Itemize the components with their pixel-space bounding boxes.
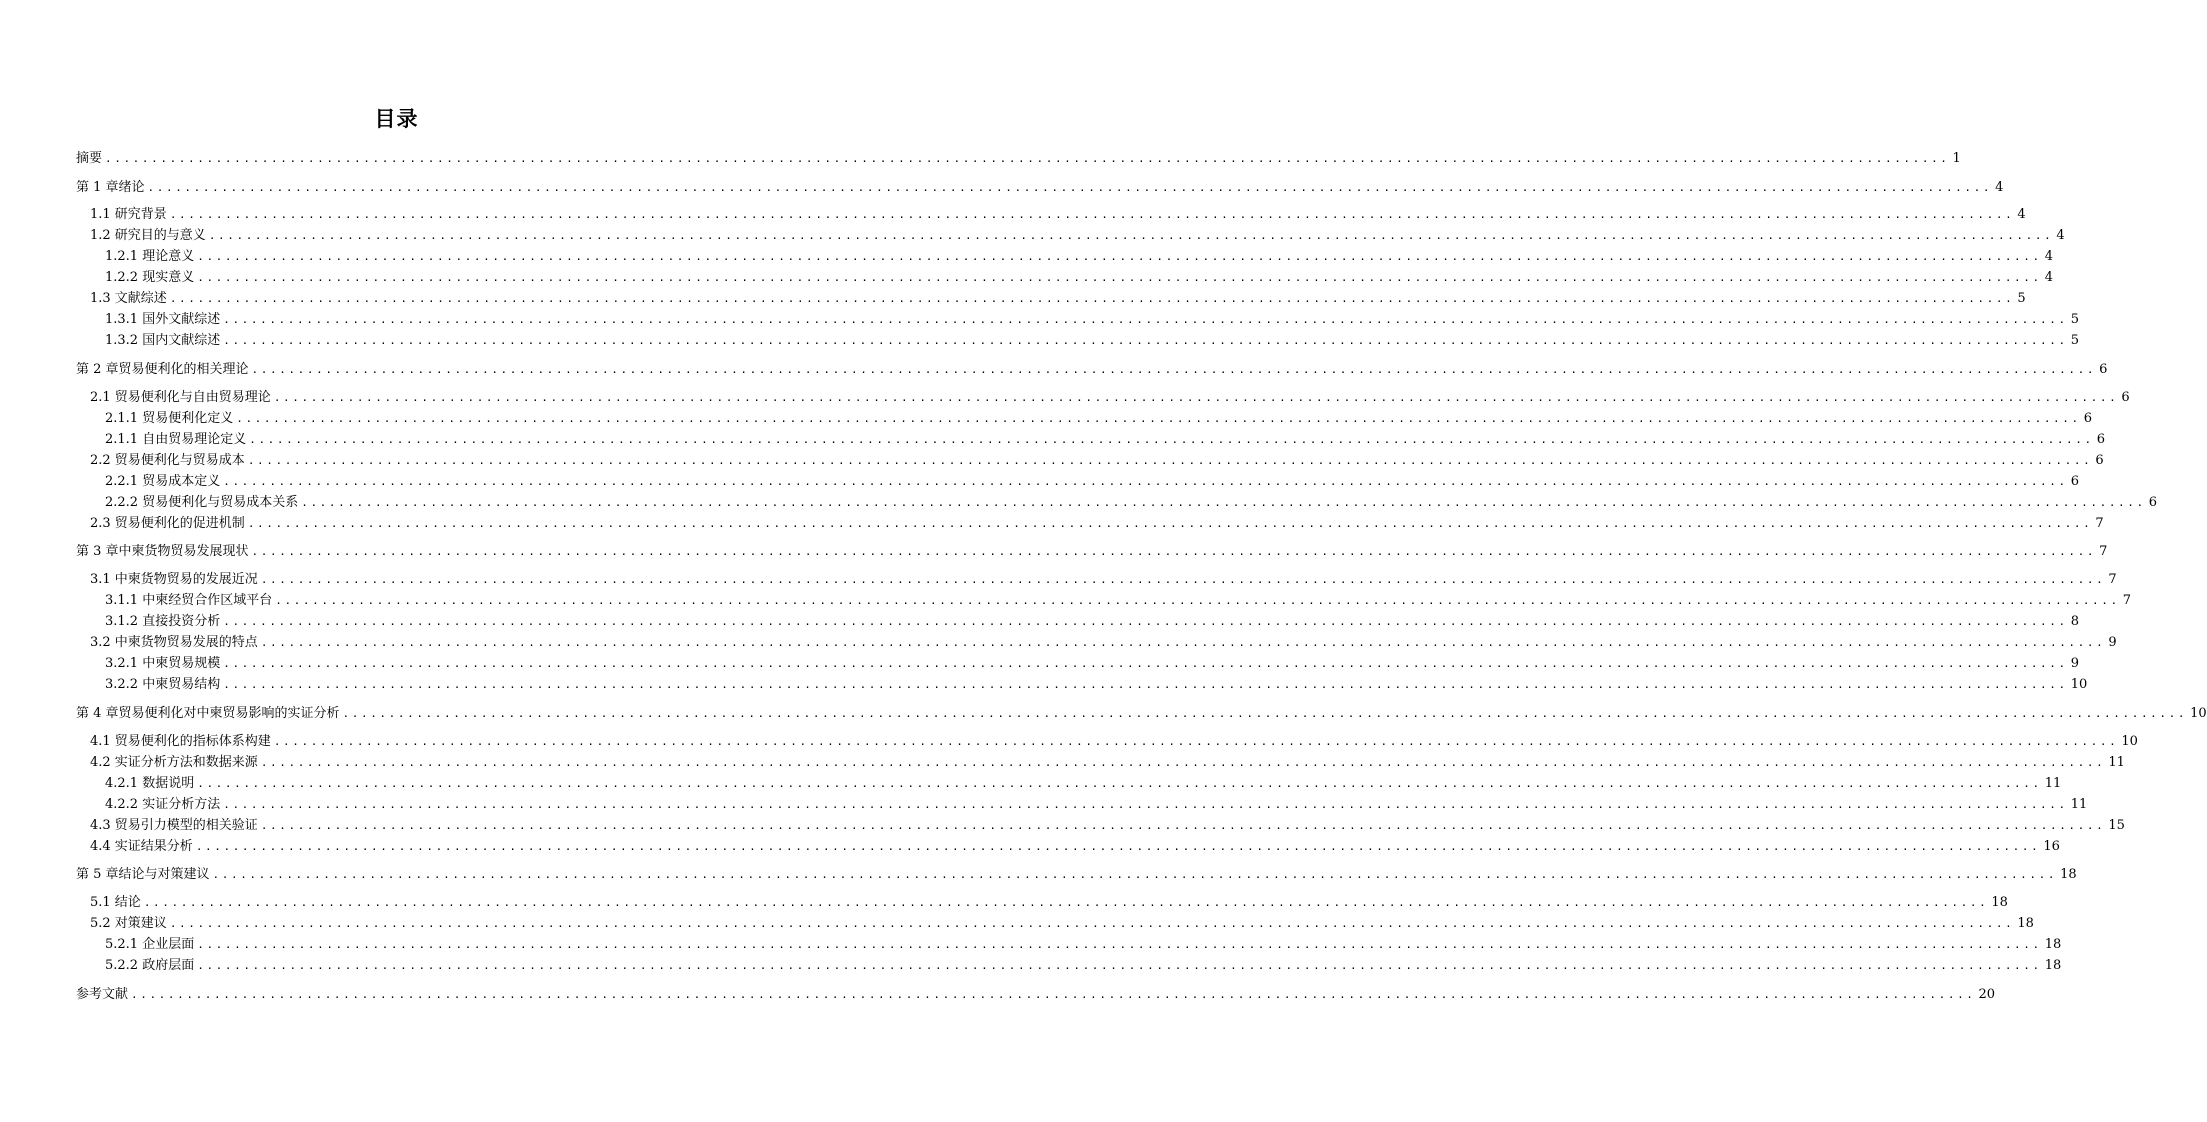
toc-entry-page-number: 15 bbox=[2108, 818, 2125, 833]
toc-entry-label: 2.2.1 贸易成本定义 bbox=[105, 474, 221, 489]
toc-entry-page-number: 7 bbox=[2099, 544, 2108, 559]
toc-leader-dots: ........................................................................................................................................................................................................ bbox=[197, 250, 2042, 263]
toc-entry[interactable] bbox=[76, 864, 2077, 882]
toc-entry[interactable] bbox=[105, 429, 2106, 447]
toc-leader-dots: ........................................................................................................................................................................................................ bbox=[169, 292, 2015, 305]
toc-entry[interactable] bbox=[105, 471, 2080, 489]
toc-entry-label: 5.2.2 政府层面 bbox=[105, 958, 195, 973]
toc-entry[interactable] bbox=[105, 246, 2054, 264]
toc-entry[interactable] bbox=[90, 288, 2026, 306]
toc-entry-label: 2.1.1 贸易便利化定义 bbox=[105, 411, 234, 426]
toc-entry-page-number: 18 bbox=[2060, 867, 2077, 882]
toc-entry-page-number: 7 bbox=[2108, 572, 2117, 587]
toc-entry-page-number: 11 bbox=[2070, 797, 2088, 812]
toc-leader-dots: ........................................................................................................................................................................................................ bbox=[273, 735, 2119, 748]
toc-entry[interactable] bbox=[90, 204, 2026, 222]
toc-entry[interactable] bbox=[90, 225, 2065, 243]
toc-leader-dots: ........................................................................................................................................................................................................ bbox=[197, 271, 2042, 284]
toc-entry-label: 3.2.2 中柬贸易结构 bbox=[105, 677, 221, 692]
toc-entry-label: 4.2.2 实证分析方法 bbox=[105, 797, 221, 812]
toc-entry-label: 1.1 研究背景 bbox=[90, 207, 167, 222]
page-title: 目录 bbox=[374, 107, 419, 131]
toc-leader-dots: ........................................................................................................................................................................................................ bbox=[223, 615, 2068, 628]
toc-entry-page-number: 4 bbox=[2044, 249, 2054, 264]
toc-entry-page-number: 7 bbox=[2095, 516, 2104, 531]
toc-entry-page-number: 10 bbox=[2190, 706, 2207, 721]
toc-entry-label: 第 4 章贸易便利化对中柬贸易影响的实证分析 bbox=[76, 706, 340, 721]
toc-entry-label: 3.1.2 直接投资分析 bbox=[105, 614, 221, 629]
toc-leader-dots: ........................................................................................................................................................................................................ bbox=[301, 496, 2146, 509]
toc-entry-label: 5.2.1 企业层面 bbox=[105, 937, 195, 952]
toc-entry-label: 2.1.1 自由贸易理论定义 bbox=[105, 432, 247, 447]
toc-entry-label: 第 2 章贸易便利化的相关理论 bbox=[76, 362, 249, 377]
toc-entry[interactable] bbox=[76, 984, 1996, 1002]
toc-leader-dots: ........................................................................................................................................................................................................ bbox=[273, 391, 2119, 404]
toc-entry-page-number: 6 bbox=[2099, 362, 2108, 377]
toc-entry-label: 参考文献 bbox=[76, 987, 129, 1002]
toc-entry[interactable] bbox=[90, 569, 2117, 587]
toc-leader-dots: ........................................................................................................................................................................................................ bbox=[275, 594, 2120, 607]
toc-entry[interactable] bbox=[90, 731, 2138, 749]
toc-leader-dots: ........................................................................................................................................................................................................ bbox=[260, 819, 2106, 832]
toc-entry-page-number: 6 bbox=[2083, 411, 2093, 426]
toc-leader-dots: ........................................................................................................................................................................................................ bbox=[169, 208, 2015, 221]
toc-entry[interactable] bbox=[90, 513, 2104, 531]
toc-leader-dots: ........................................................................................................................................................................................................ bbox=[223, 798, 2068, 811]
toc-entry-page-number: 10 bbox=[2121, 734, 2138, 749]
toc-entry[interactable] bbox=[90, 836, 2060, 854]
toc-entry-label: 第 1 章绪论 bbox=[76, 180, 145, 195]
toc-entry-page-number: 6 bbox=[2096, 432, 2106, 447]
toc-entry[interactable] bbox=[76, 359, 2108, 377]
toc-entry-label: 5.1 结论 bbox=[90, 895, 141, 910]
toc-leader-dots: ........................................................................................................................................................................................................ bbox=[223, 475, 2068, 488]
toc-leader-dots: ........................................................................................................................................................................................................ bbox=[223, 313, 2068, 326]
toc-entry[interactable] bbox=[105, 794, 2088, 812]
toc-leader-dots: ........................................................................................................................................................................................................ bbox=[260, 636, 2106, 649]
toc-entry[interactable] bbox=[105, 267, 2054, 285]
toc-leader-dots: ........................................................................................................................................................................................................ bbox=[143, 896, 1989, 909]
toc-entry-label: 1.3.2 国内文献综述 bbox=[105, 333, 221, 348]
toc-entry-page-number: 11 bbox=[2108, 755, 2125, 770]
toc-entry-label: 5.2 对策建议 bbox=[90, 916, 167, 931]
toc-leader-dots: ........................................................................................................................................................................................................ bbox=[223, 678, 2068, 691]
toc-leader-dots: ........................................................................................................................................................................................................ bbox=[195, 840, 2041, 853]
toc-entry-page-number: 5 bbox=[2070, 312, 2080, 327]
toc-entry-label: 1.3.1 国外文献综述 bbox=[105, 312, 221, 327]
toc-entry-page-number: 4 bbox=[2056, 228, 2065, 243]
toc-entry-page-number: 4 bbox=[1995, 180, 2004, 195]
toc-entry-page-number: 18 bbox=[2044, 937, 2062, 952]
toc-entry-page-number: 18 bbox=[2044, 958, 2062, 973]
toc-entry-label: 3.2.1 中柬贸易规模 bbox=[105, 656, 221, 671]
toc-entry-page-number: 5 bbox=[2070, 333, 2080, 348]
toc-entry[interactable] bbox=[105, 674, 2088, 692]
toc-entry[interactable] bbox=[105, 309, 2080, 327]
toc-entry-label: 4.3 贸易引力模型的相关验证 bbox=[90, 818, 258, 833]
toc-entry-label: 4.2.1 数据说明 bbox=[105, 776, 195, 791]
toc-leader-dots: ........................................................................................................................................................................................................ bbox=[251, 545, 2097, 558]
toc-entry-page-number: 6 bbox=[2070, 474, 2080, 489]
toc-entry[interactable] bbox=[105, 611, 2080, 629]
toc-leader-dots: ........................................................................................................................................................................................................ bbox=[105, 152, 1950, 165]
toc-entry-page-number: 6 bbox=[2148, 495, 2158, 510]
toc-entry-label: 2.3 贸易便利化的促进机制 bbox=[90, 516, 245, 531]
toc-leader-dots: ........................................................................................................................................................................................................ bbox=[236, 412, 2081, 425]
toc-leader-dots: ........................................................................................................................................................................................................ bbox=[249, 433, 2094, 446]
toc-entry-label: 4.1 贸易便利化的指标体系构建 bbox=[90, 734, 271, 749]
toc-entry[interactable] bbox=[90, 752, 2125, 770]
toc-entry[interactable] bbox=[90, 892, 2008, 910]
toc-entry-page-number: 4 bbox=[2017, 207, 2026, 222]
toc-entry-page-number: 18 bbox=[1991, 895, 2008, 910]
toc-entry-label: 4.4 实证结果分析 bbox=[90, 839, 193, 854]
toc-entry[interactable] bbox=[105, 330, 2080, 348]
toc-entry-page-number: 4 bbox=[2044, 270, 2054, 285]
toc-leader-dots: ........................................................................................................................................................................................................ bbox=[197, 938, 2042, 951]
toc-leader-dots: ........................................................................................................................................................................................................ bbox=[247, 454, 2093, 467]
toc-leader-dots: ........................................................................................................................................................................................................ bbox=[212, 868, 2058, 881]
toc-entry-page-number: 16 bbox=[2043, 839, 2060, 854]
toc-entry-label: 第 5 章结论与对策建议 bbox=[76, 867, 210, 882]
toc-entry-page-number: 9 bbox=[2108, 635, 2117, 650]
toc-entry[interactable] bbox=[76, 541, 2108, 559]
toc-entry-label: 1.3 文献综述 bbox=[90, 291, 167, 306]
toc-entry-page-number: 1 bbox=[1952, 151, 1961, 166]
toc-entry-page-number: 8 bbox=[2070, 614, 2080, 629]
toc-entry-label: 2.1 贸易便利化与自由贸易理论 bbox=[90, 390, 271, 405]
toc-entry-label: 3.1.1 中柬经贸合作区域平台 bbox=[105, 593, 273, 608]
toc-entry-page-number: 7 bbox=[2122, 593, 2132, 608]
toc-entry-label: 1.2 研究目的与意义 bbox=[90, 228, 206, 243]
toc-entry-page-number: 20 bbox=[1978, 987, 1996, 1002]
toc-entry-label: 1.2.1 理论意义 bbox=[105, 249, 195, 264]
toc-entry[interactable] bbox=[105, 934, 2062, 952]
toc-entry-label: 3.2 中柬货物贸易发展的特点 bbox=[90, 635, 258, 650]
toc-leader-dots: ........................................................................................................................................................................................................ bbox=[223, 657, 2068, 670]
toc-entry-label: 第 3 章中柬货物贸易发展现状 bbox=[76, 544, 249, 559]
toc-leader-dots: ........................................................................................................................................................................................................ bbox=[197, 959, 2042, 972]
toc-leader-dots: ........................................................................................................................................................................................................ bbox=[169, 917, 2015, 930]
toc-leader-dots: ........................................................................................................................................................................................................ bbox=[247, 517, 2093, 530]
toc-leader-dots: ........................................................................................................................................................................................................ bbox=[251, 363, 2097, 376]
toc-leader-dots: ........................................................................................................................................................................................................ bbox=[342, 707, 2188, 720]
toc-leader-dots: ........................................................................................................................................................................................................ bbox=[147, 181, 1993, 194]
toc-entry[interactable] bbox=[105, 408, 2093, 426]
toc-entry[interactable] bbox=[76, 177, 2004, 195]
toc-entry-page-number: 9 bbox=[2070, 656, 2080, 671]
toc-entry[interactable] bbox=[90, 450, 2104, 468]
toc-leader-dots: ........................................................................................................................................................................................................ bbox=[131, 988, 1976, 1001]
toc-entry[interactable] bbox=[90, 632, 2117, 650]
toc-entry-page-number: 10 bbox=[2070, 677, 2088, 692]
toc-entry-label: 摘要 bbox=[76, 151, 103, 166]
toc-entry-label: 2.2 贸易便利化与贸易成本 bbox=[90, 453, 245, 468]
toc-entry[interactable] bbox=[105, 590, 2132, 608]
toc-entry-page-number: 6 bbox=[2095, 453, 2104, 468]
toc-entry[interactable] bbox=[90, 913, 2034, 931]
toc-entry-page-number: 11 bbox=[2044, 776, 2062, 791]
toc-entry[interactable] bbox=[105, 653, 2080, 671]
toc-entry-label: 2.2.2 贸易便利化与贸易成本关系 bbox=[105, 495, 299, 510]
toc-leader-dots: ........................................................................................................................................................................................................ bbox=[223, 334, 2068, 347]
toc-leader-dots: ........................................................................................................................................................................................................ bbox=[208, 229, 2054, 242]
toc-entry[interactable] bbox=[90, 387, 2130, 405]
toc-entry[interactable] bbox=[105, 492, 2158, 510]
toc-entry-label: 4.2 实证分析方法和数据来源 bbox=[90, 755, 258, 770]
toc-entry-page-number: 5 bbox=[2017, 291, 2026, 306]
toc-leader-dots: ........................................................................................................................................................................................................ bbox=[260, 573, 2106, 586]
toc-leader-dots: ........................................................................................................................................................................................................ bbox=[260, 756, 2106, 769]
toc-entry-label: 1.2.2 现实意义 bbox=[105, 270, 195, 285]
toc-entry[interactable] bbox=[76, 703, 2207, 721]
toc-entry[interactable] bbox=[90, 815, 2125, 833]
toc-entry[interactable] bbox=[105, 773, 2062, 791]
toc-entry[interactable] bbox=[76, 148, 1961, 166]
toc-entry-page-number: 18 bbox=[2017, 916, 2034, 931]
toc-entry-label: 3.1 中柬货物贸易的发展近况 bbox=[90, 572, 258, 587]
toc-entry[interactable] bbox=[105, 955, 2062, 973]
toc-entry-page-number: 6 bbox=[2121, 390, 2130, 405]
toc-leader-dots: ........................................................................................................................................................................................................ bbox=[197, 777, 2042, 790]
